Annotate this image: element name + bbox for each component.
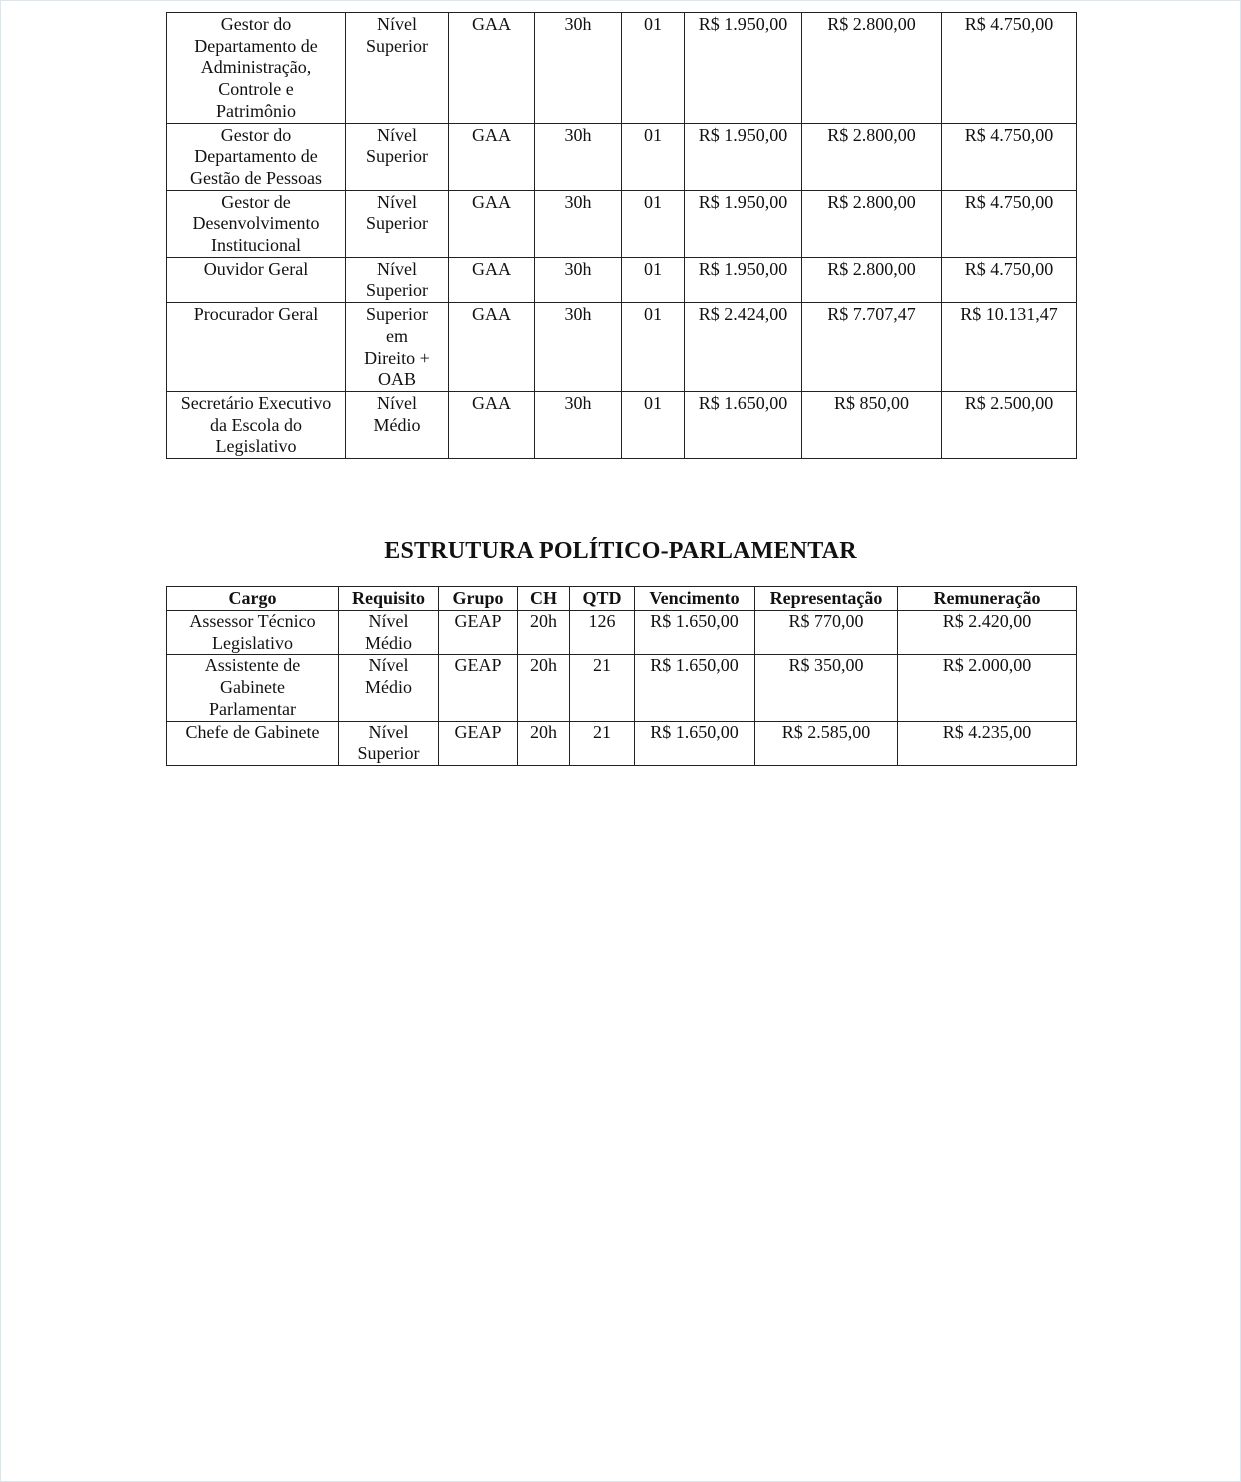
cell-qtd: 01 [622, 257, 685, 302]
cell-representacao: R$ 2.800,00 [802, 257, 942, 302]
cell-remuneracao: R$ 4.750,00 [942, 123, 1077, 190]
cell-requisito: Superior em Direito + OAB [346, 303, 449, 392]
cell-ch: 30h [535, 391, 622, 458]
cell-ch: 30h [535, 257, 622, 302]
cell-ch: 20h [518, 655, 570, 721]
header-qtd: QTD [570, 587, 635, 611]
cell-representacao: R$ 2.800,00 [802, 123, 942, 190]
cell-cargo: Ouvidor Geral [167, 257, 346, 302]
cell-requisito: Nível Superior [339, 721, 439, 765]
cell-remuneracao: R$ 4.750,00 [942, 13, 1077, 124]
cell-requisito: Nível Superior [346, 123, 449, 190]
cell-grupo: GAA [449, 190, 535, 257]
cell-vencimento: R$ 2.424,00 [685, 303, 802, 392]
cell-remuneracao: R$ 4.750,00 [942, 190, 1077, 257]
header-requisito: Requisito [339, 587, 439, 611]
cell-qtd: 01 [622, 123, 685, 190]
cell-remuneracao: R$ 4.235,00 [898, 721, 1077, 765]
cell-cargo: Assistente de Gabinete Parlamentar [167, 655, 339, 721]
table-row [167, 655, 1077, 721]
cell-ch: 30h [535, 123, 622, 190]
cell-qtd: 21 [570, 721, 635, 765]
cell-qtd: 01 [622, 190, 685, 257]
cell-cargo: Gestor de Desenvolvimento Institucional [167, 190, 346, 257]
cell-cargo: Secretário Executivo da Escola do Legislativo [167, 391, 346, 458]
cell-qtd: 01 [622, 391, 685, 458]
cell-grupo: GEAP [439, 655, 518, 721]
cell-qtd: 01 [622, 303, 685, 392]
header-representacao: Representação [755, 587, 898, 611]
cell-representacao: R$ 2.585,00 [755, 721, 898, 765]
cell-vencimento: R$ 1.650,00 [635, 655, 755, 721]
cell-representacao: R$ 850,00 [802, 391, 942, 458]
cell-grupo: GEAP [439, 721, 518, 765]
cell-requisito: Nível Médio [339, 655, 439, 721]
table-row [167, 123, 1077, 190]
administrative-positions-table [166, 12, 1077, 459]
cell-ch: 30h [535, 190, 622, 257]
cell-vencimento: R$ 1.650,00 [635, 721, 755, 765]
header-ch: CH [518, 587, 570, 611]
table-header-row [167, 587, 1077, 611]
cell-qtd: 21 [570, 655, 635, 721]
cell-requisito: Nível Superior [346, 190, 449, 257]
cell-grupo: GAA [449, 391, 535, 458]
cell-remuneracao: R$ 2.420,00 [898, 611, 1077, 655]
cell-requisito: Nível Superior [346, 257, 449, 302]
cell-requisito: Nível Médio [339, 611, 439, 655]
cell-ch: 20h [518, 611, 570, 655]
table-row [167, 13, 1077, 124]
cell-ch: 20h [518, 721, 570, 765]
cell-cargo: Procurador Geral [167, 303, 346, 392]
cell-grupo: GAA [449, 13, 535, 124]
cell-vencimento: R$ 1.950,00 [685, 13, 802, 124]
cell-grupo: GAA [449, 303, 535, 392]
cell-vencimento: R$ 1.950,00 [685, 123, 802, 190]
header-remuneracao: Remuneração [898, 587, 1077, 611]
table-row [167, 391, 1077, 458]
cell-representacao: R$ 7.707,47 [802, 303, 942, 392]
header-cargo: Cargo [167, 587, 339, 611]
cell-remuneracao: R$ 4.750,00 [942, 257, 1077, 302]
cell-cargo: Gestor do Departamento de Administração, Controle e Patrimônio [167, 13, 346, 124]
cell-requisito: Nível Superior [346, 13, 449, 124]
cell-remuneracao: R$ 10.131,47 [942, 303, 1077, 392]
table-row [167, 303, 1077, 392]
cell-qtd: 01 [622, 13, 685, 124]
political-parliamentary-positions-table [166, 586, 1077, 766]
cell-grupo: GEAP [439, 611, 518, 655]
cell-ch: 30h [535, 13, 622, 124]
table-row [167, 257, 1077, 302]
header-grupo: Grupo [439, 587, 518, 611]
cell-vencimento: R$ 1.950,00 [685, 257, 802, 302]
cell-ch: 30h [535, 303, 622, 392]
table-row [167, 190, 1077, 257]
cell-vencimento: R$ 1.950,00 [685, 190, 802, 257]
section-title: ESTRUTURA POLÍTICO-PARLAMENTAR [384, 538, 857, 564]
cell-representacao: R$ 350,00 [755, 655, 898, 721]
cell-cargo: Chefe de Gabinete [167, 721, 339, 765]
table-row [167, 611, 1077, 655]
cell-grupo: GAA [449, 123, 535, 190]
cell-remuneracao: R$ 2.000,00 [898, 655, 1077, 721]
cell-remuneracao: R$ 2.500,00 [942, 391, 1077, 458]
cell-vencimento: R$ 1.650,00 [635, 611, 755, 655]
cell-requisito: Nível Médio [346, 391, 449, 458]
cell-cargo: Gestor do Departamento de Gestão de Pessoas [167, 123, 346, 190]
cell-representacao: R$ 770,00 [755, 611, 898, 655]
cell-grupo: GAA [449, 257, 535, 302]
cell-cargo: Assessor Técnico Legislativo [167, 611, 339, 655]
cell-representacao: R$ 2.800,00 [802, 13, 942, 124]
header-vencimento: Vencimento [635, 587, 755, 611]
table-row [167, 721, 1077, 765]
cell-vencimento: R$ 1.650,00 [685, 391, 802, 458]
cell-representacao: R$ 2.800,00 [802, 190, 942, 257]
cell-qtd: 126 [570, 611, 635, 655]
